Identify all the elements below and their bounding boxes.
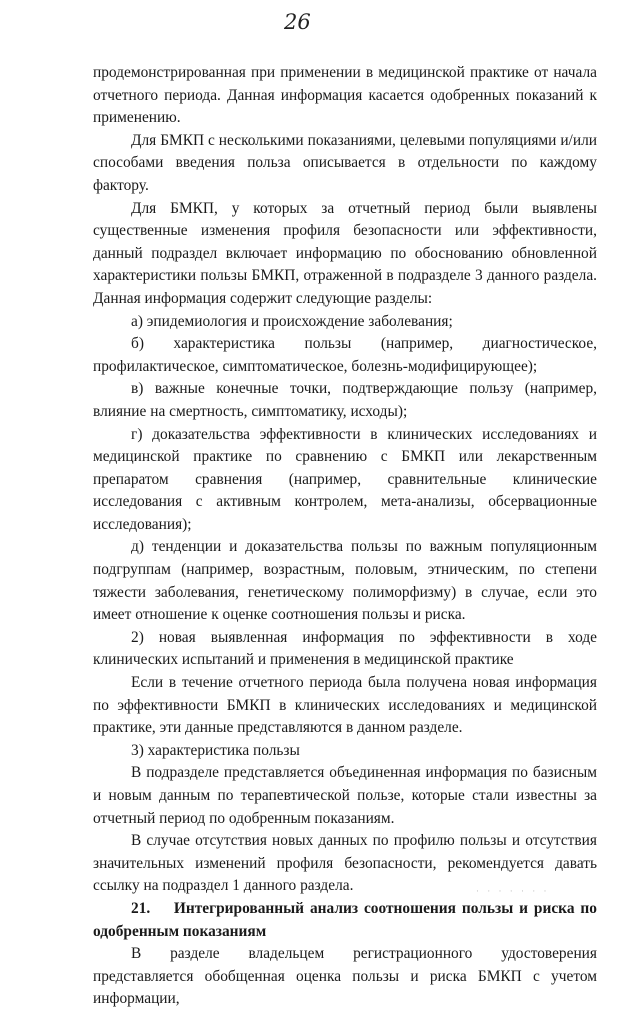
paragraph: Если в течение отчетного периода была получена новая информация по эффективности БМКП в клинических исследованиях и медицинской практике, эти данные представляются в данном разделе.: [93, 674, 597, 737]
paragraph: В случае отсутствия новых данных по профилю пользы и отсутствия значительных изменений профиля безопасности, рекомендуется давать ссылку на подраздел 1 данного раздела.: [93, 832, 597, 895]
page-number: 26: [284, 10, 311, 34]
subsection-title: 3) характеристика пользы: [131, 741, 300, 759]
paragraph: В разделе владельцем регистрационного удостоверения представляется обобщенная оценка пользы и риска БМКП с учетом информации,: [93, 945, 597, 1008]
list-item: б) характеристика пользы (например, диагностическое, профилактическое, симптоматическое, болезнь-модифицирующее);: [93, 335, 597, 375]
section-title: Интегрированный анализ соотношения пользы и риска по одобренным показаниям: [93, 899, 597, 940]
document-body: [93, 62, 597, 1011]
list-item: г) доказательства эффективности в клинических исследованиях и медицинской практике по сравнению с БМКП или лекарственным препаратом сравнения (например, сравнительные клинические исследования с активным контролем, мета-анализы, обсервационные исследования);: [93, 425, 597, 533]
list-item: д) тенденции и доказательства пользы по важным популяционным подгруппам (например, возрастным, половым, этническим, по степени тяжести заболевания, генетическому полиморфизму) в случае, если это имеет отношение к оценке соотношения пользы и риска.: [93, 538, 597, 624]
section-number: 21.: [131, 899, 151, 917]
paragraph: Для БМКП с несколькими показаниями, целевыми популяциями и/или способами введения польза описывается в отдельности по каждому фактору.: [93, 131, 597, 194]
subsection-title: 2) новая выявленная информация по эффективности в ходе клинических испытаний и применения в медицинской практике: [93, 628, 597, 669]
list-item: а) эпидемиология и происхождение заболевания;: [131, 312, 453, 330]
list-item: в) важные конечные точки, подтверждающие пользу (например, влияние на смертность, симптоматику, исходы);: [93, 380, 597, 420]
paragraph: продемонстрированная при применении в медицинской практике от начала отчетного периода. Данная информация касается одобренных показаний к применению.: [93, 64, 597, 127]
paragraph: Для БМКП, у которых за отчетный период были выявлены существенные изменения профиля безопасности или эффективности, данный подраздел включает информацию по обоснованию обновленной характеристики пользы БМКП, отраженной в подразделе 3 данного раздела. Данная информация содержит следующие разделы:: [93, 199, 597, 307]
paragraph: В подразделе представляется объединенная информация по базисным и новым данным по терапевтической пользе, которые стали известны за отчетный период по одобренным показаниям.: [93, 764, 597, 827]
scan-artifact: · · · · · · ·: [476, 886, 550, 896]
